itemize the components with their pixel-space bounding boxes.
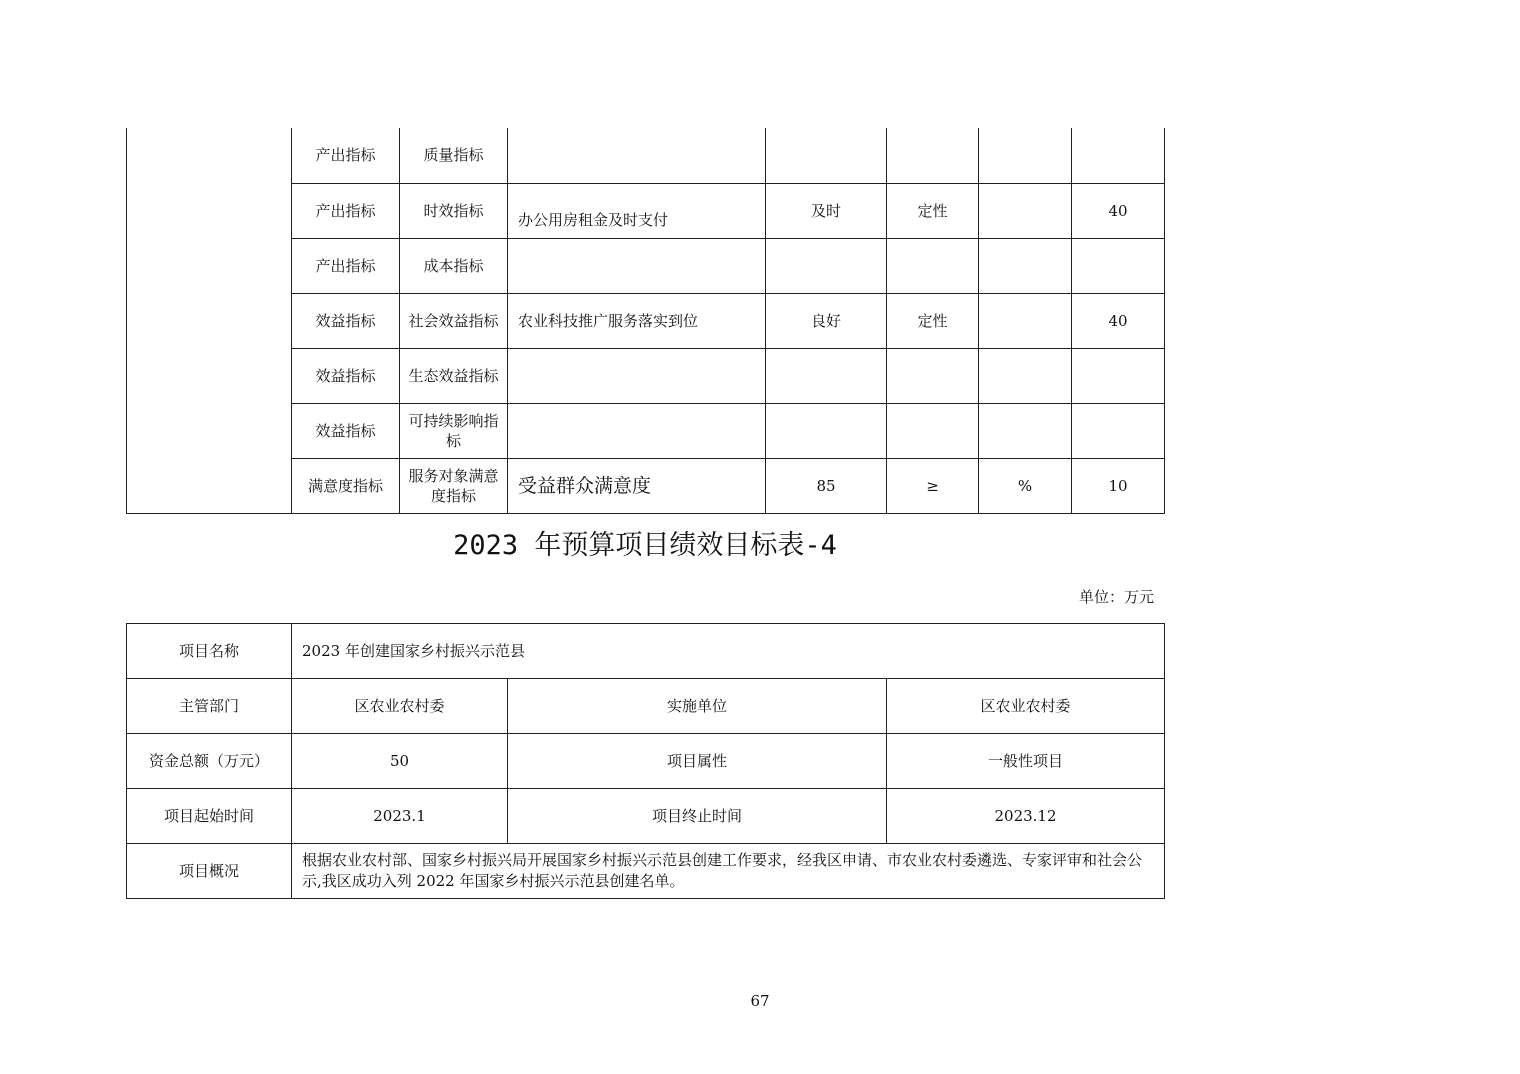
content-cell: [508, 348, 766, 403]
content-cell: [508, 128, 766, 183]
unit-cell: [979, 348, 1072, 403]
value-cell: 良好: [766, 293, 887, 348]
unit-cell: %: [979, 458, 1072, 513]
project-name-row: [127, 624, 1165, 679]
level1-cell: 产出指标: [292, 238, 400, 293]
value-cell: [766, 348, 887, 403]
department-row: [127, 679, 1165, 734]
funding-row: [127, 734, 1165, 789]
unit-cell: [979, 128, 1072, 183]
unit-label: 单位：万元: [1078, 588, 1154, 606]
value-cell: 及时: [766, 183, 887, 238]
type-cell: ≥: [887, 458, 979, 513]
level1-cell: 效益指标: [292, 403, 400, 458]
document-title: 2023 年预算项目绩效目标表-4: [453, 530, 837, 561]
total-funds-value: 50: [292, 734, 508, 789]
timeframe-row: [127, 789, 1165, 844]
weight-cell: [1072, 403, 1165, 458]
implementing-unit-label: 实施单位: [508, 679, 887, 734]
level1-cell: 效益指标: [292, 348, 400, 403]
weight-cell: [1072, 238, 1165, 293]
total-funds-label: 资金总额（万元）: [127, 734, 292, 789]
type-cell: [887, 238, 979, 293]
content-cell: 农业科技推广服务落实到位: [508, 293, 766, 348]
content-cell: [508, 403, 766, 458]
project-attribute-label: 项目属性: [508, 734, 887, 789]
overview-value: 根据农业农村部、国家乡村振兴局开展国家乡村振兴示范县创建工作要求，经我区申请、市农业农村委遴选、专家评审和社会公示,我区成功入列 2022 年国家乡村振兴示范县创建名单。: [292, 844, 1165, 899]
unit-cell: [979, 403, 1072, 458]
value-cell: [766, 403, 887, 458]
overview-label: 项目概况: [127, 844, 292, 899]
type-cell: [887, 348, 979, 403]
level1-cell: 产出指标: [292, 183, 400, 238]
level2-cell: 服务对象满意度指标: [400, 458, 508, 513]
weight-cell: 40: [1072, 293, 1165, 348]
weight-cell: 40: [1072, 183, 1165, 238]
department-value: 区农业农村委: [292, 679, 508, 734]
level1-cell: 效益指标: [292, 293, 400, 348]
type-cell: 定性: [887, 293, 979, 348]
end-time-value: 2023.12: [887, 789, 1165, 844]
department-label: 主管部门: [127, 679, 292, 734]
indicator-spacer-cell: [127, 128, 292, 513]
level2-cell: 社会效益指标: [400, 293, 508, 348]
indicator-table: [126, 128, 1165, 514]
level2-cell: 成本指标: [400, 238, 508, 293]
project-info-table: [126, 623, 1165, 899]
project-attribute-value: 一般性项目: [887, 734, 1165, 789]
project-name-value: 2023 年创建国家乡村振兴示范县: [292, 624, 1165, 679]
type-cell: 定性: [887, 183, 979, 238]
content-cell: 办公用房租金及时支付: [508, 183, 766, 238]
level1-cell: 满意度指标: [292, 458, 400, 513]
start-time-value: 2023.1: [292, 789, 508, 844]
page-number: 67: [750, 992, 770, 1010]
weight-cell: [1072, 128, 1165, 183]
type-cell: [887, 403, 979, 458]
overview-row: [127, 844, 1165, 899]
weight-cell: [1072, 348, 1165, 403]
start-time-label: 项目起始时间: [127, 789, 292, 844]
level2-cell: 质量指标: [400, 128, 508, 183]
level2-cell: 时效指标: [400, 183, 508, 238]
project-name-label: 项目名称: [127, 624, 292, 679]
level2-cell: 可持续影响指标: [400, 403, 508, 458]
implementing-unit-value: 区农业农村委: [887, 679, 1165, 734]
end-time-label: 项目终止时间: [508, 789, 887, 844]
value-cell: [766, 128, 887, 183]
value-cell: [766, 238, 887, 293]
unit-cell: [979, 238, 1072, 293]
level1-cell: 产出指标: [292, 128, 400, 183]
unit-cell: [979, 293, 1072, 348]
level2-cell: 生态效益指标: [400, 348, 508, 403]
unit-cell: [979, 183, 1072, 238]
weight-cell: 10: [1072, 458, 1165, 513]
content-cell: 受益群众满意度: [508, 458, 766, 513]
content-cell: [508, 238, 766, 293]
type-cell: [887, 128, 979, 183]
value-cell: 85: [766, 458, 887, 513]
indicator-row: [127, 128, 1165, 183]
